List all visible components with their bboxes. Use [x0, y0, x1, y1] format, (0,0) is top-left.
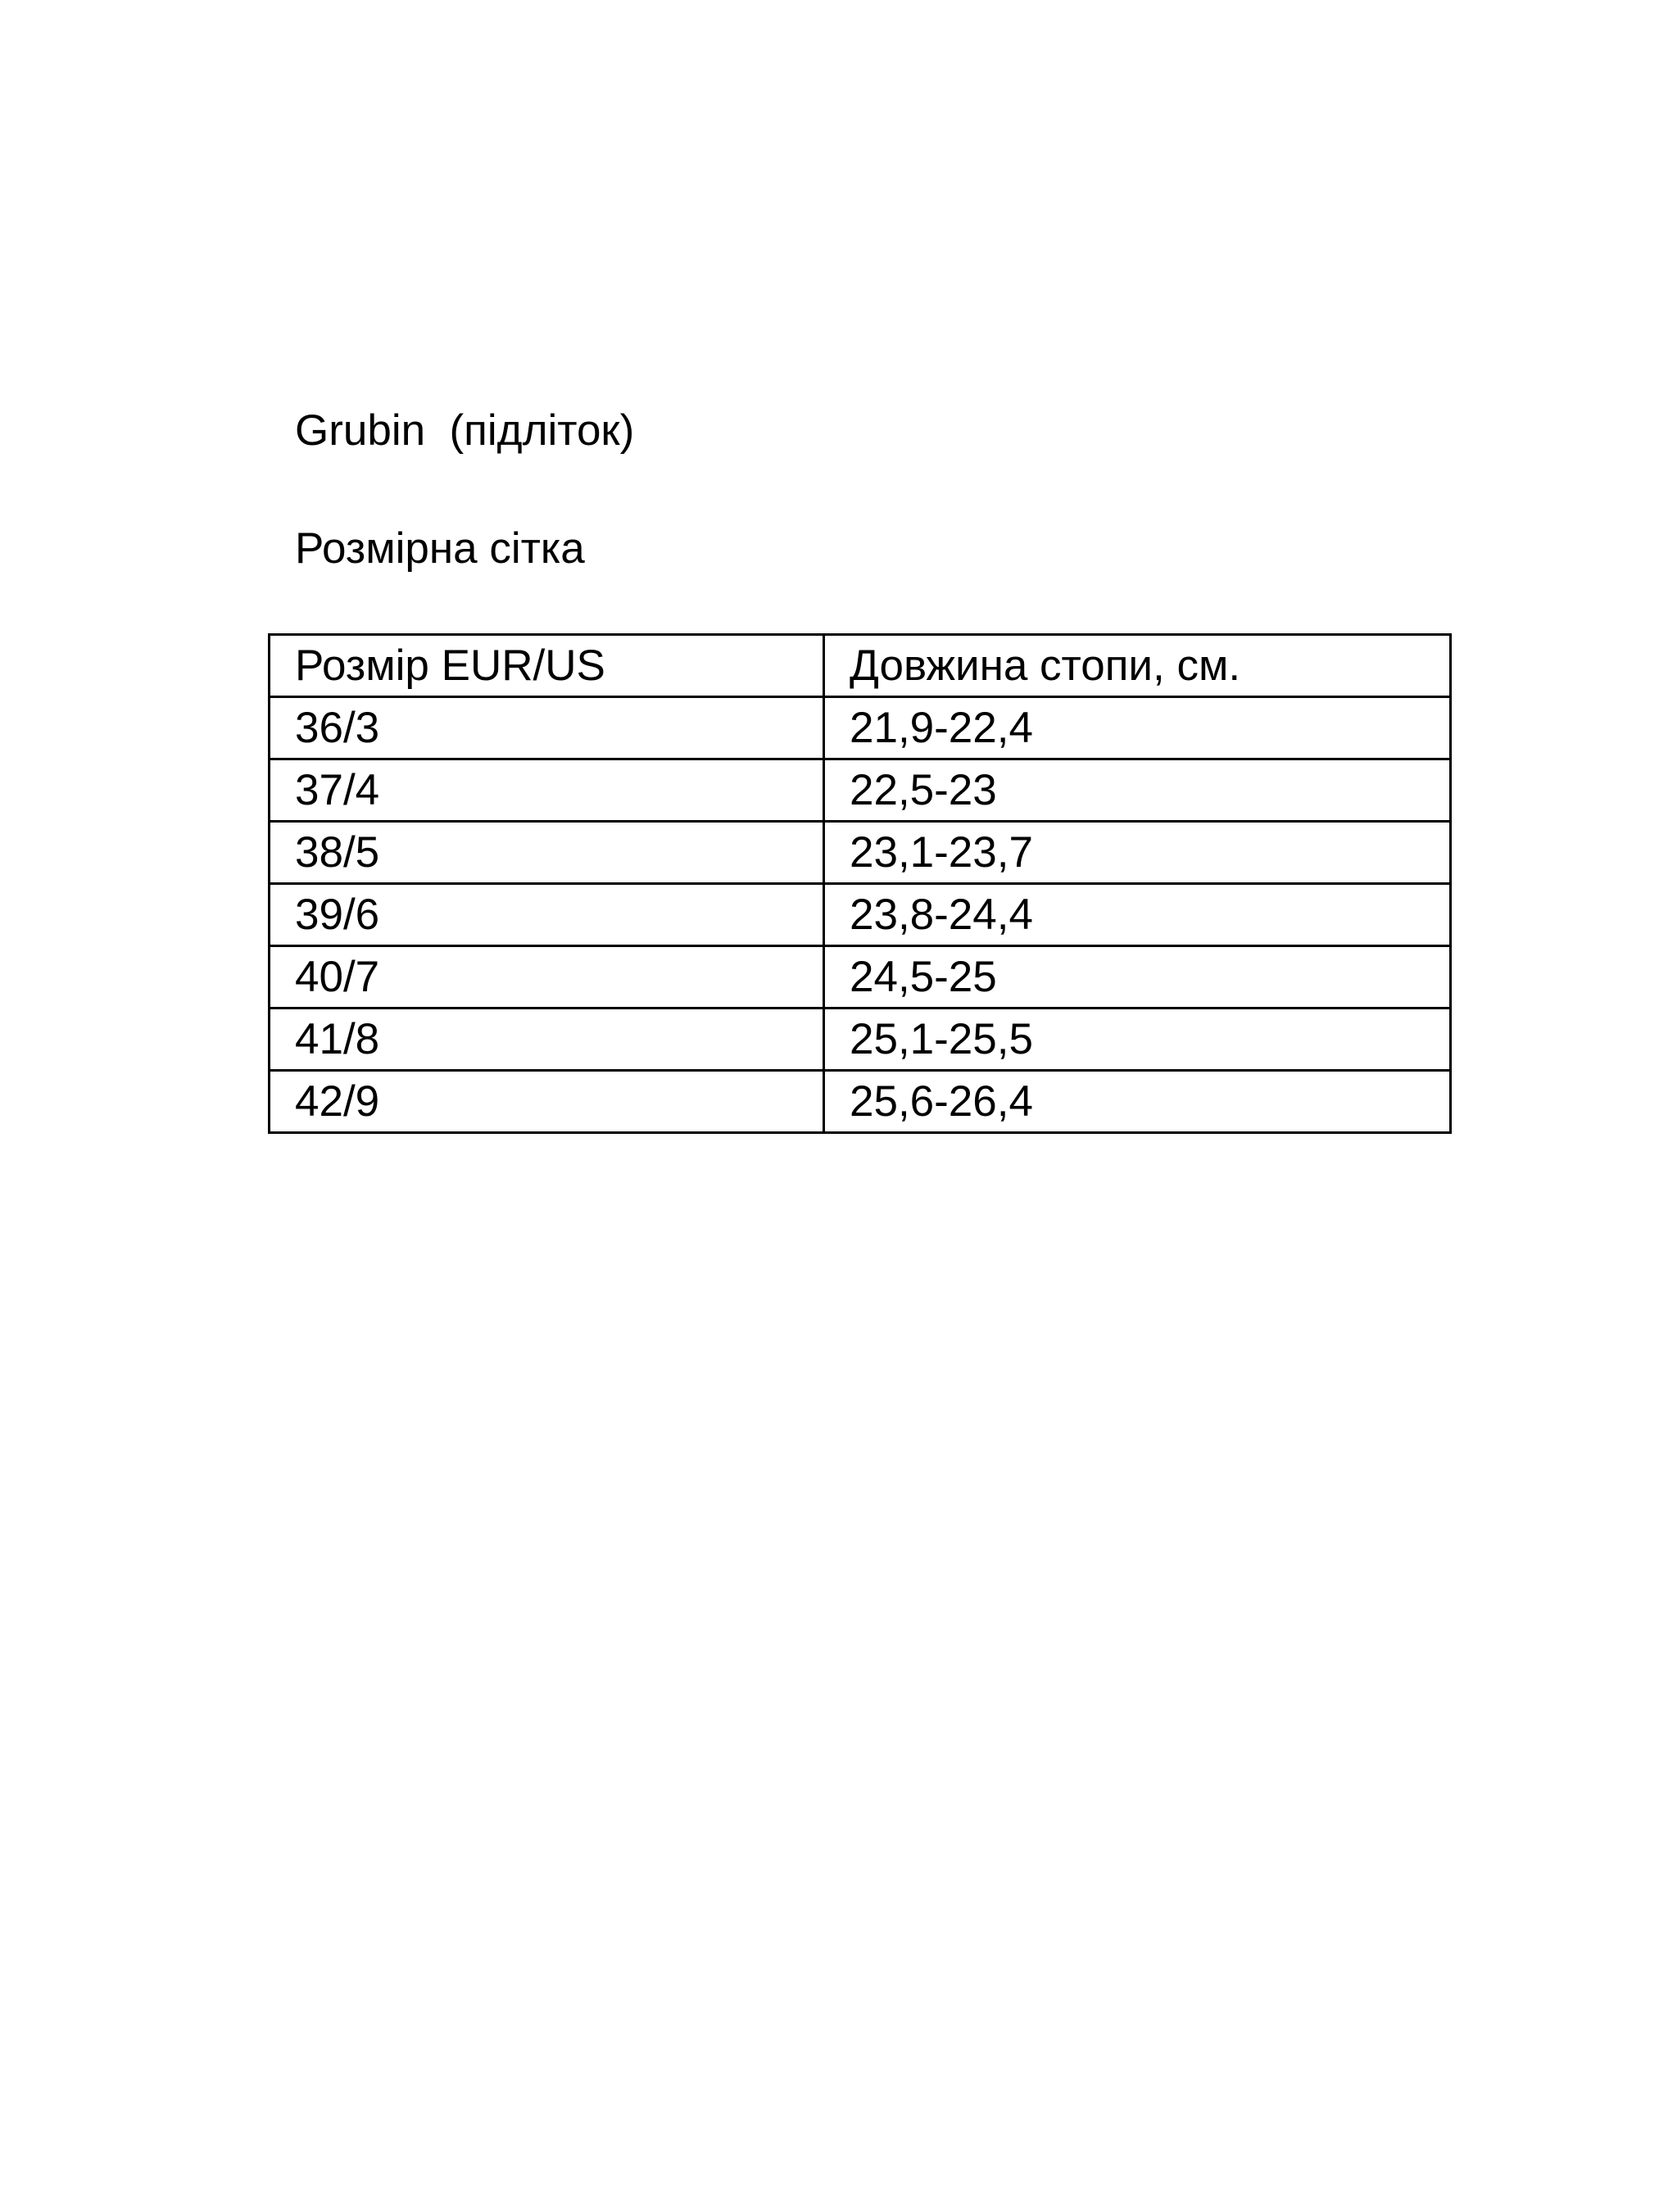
- size-cell: 37/4: [270, 759, 824, 822]
- header-size-eur-us: Розмір EUR/US: [270, 635, 824, 697]
- table-row: [270, 884, 1451, 946]
- table-row: [270, 946, 1451, 1009]
- header-foot-length: Довжина стопи, см.: [824, 635, 1451, 697]
- size-chart-table: [268, 633, 1452, 1134]
- foot-length-cell: 22,5-23: [824, 759, 1451, 822]
- document-subtitle: Розмірна сітка: [295, 524, 585, 573]
- table-header-row: [270, 635, 1451, 697]
- table-row: [270, 697, 1451, 759]
- table-row: [270, 1009, 1451, 1071]
- size-cell: 40/7: [270, 946, 824, 1009]
- foot-length-cell: 21,9-22,4: [824, 697, 1451, 759]
- foot-length-cell: 25,6-26,4: [824, 1071, 1451, 1133]
- size-cell: 41/8: [270, 1009, 824, 1071]
- foot-length-cell: 23,8-24,4: [824, 884, 1451, 946]
- size-cell: 39/6: [270, 884, 824, 946]
- table-row: [270, 759, 1451, 822]
- foot-length-cell: 25,1-25,5: [824, 1009, 1451, 1071]
- foot-length-cell: 24,5-25: [824, 946, 1451, 1009]
- table-row: [270, 822, 1451, 884]
- size-cell: 36/3: [270, 697, 824, 759]
- size-cell: 42/9: [270, 1071, 824, 1133]
- document-title: Grubin (підліток): [295, 406, 635, 455]
- table-row: [270, 1071, 1451, 1133]
- size-cell: 38/5: [270, 822, 824, 884]
- foot-length-cell: 23,1-23,7: [824, 822, 1451, 884]
